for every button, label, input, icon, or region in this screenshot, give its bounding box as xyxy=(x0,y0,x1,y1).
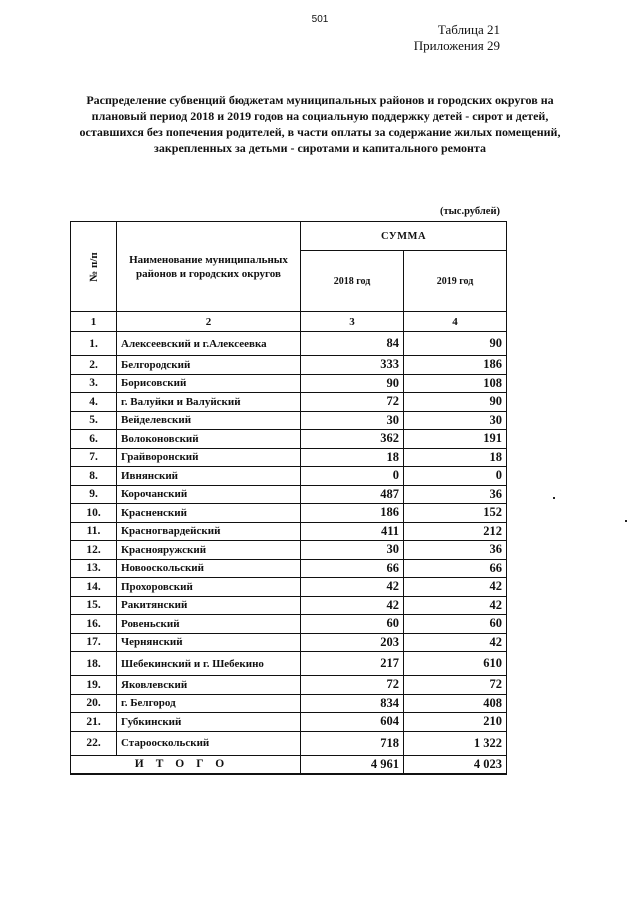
table-row xyxy=(71,430,507,449)
table-row xyxy=(71,393,507,412)
table-row xyxy=(71,578,507,597)
row-number: 1. xyxy=(71,332,117,356)
col-2018-header: 2018 год xyxy=(301,251,404,312)
district-name: Грайворонский xyxy=(117,448,301,467)
row-number: 14. xyxy=(71,578,117,597)
district-name: Борисовский xyxy=(117,374,301,393)
column-number-row xyxy=(71,312,507,332)
column-number: 4 xyxy=(404,312,507,332)
amount-2019: 1 322 xyxy=(404,731,507,755)
row-number: 15. xyxy=(71,596,117,615)
amount-2018: 362 xyxy=(301,430,404,449)
amount-2019: 36 xyxy=(404,541,507,560)
district-name: Старооскольский xyxy=(117,731,301,755)
table-row xyxy=(71,676,507,695)
margin-mark xyxy=(553,497,555,499)
district-name: Белгородский xyxy=(117,356,301,375)
appendix-label: Приложения 29 xyxy=(413,38,500,53)
district-name: Ивнянский xyxy=(117,467,301,486)
amount-2019: 90 xyxy=(404,393,507,412)
column-number: 2 xyxy=(117,312,301,332)
amount-2018: 72 xyxy=(301,393,404,412)
row-number: 5. xyxy=(71,411,117,430)
amount-2018: 487 xyxy=(301,485,404,504)
amount-2019: 60 xyxy=(404,615,507,634)
amount-2018: 42 xyxy=(301,578,404,597)
amount-2018: 718 xyxy=(301,731,404,755)
amount-2019: 108 xyxy=(404,374,507,393)
row-number: 20. xyxy=(71,694,117,713)
row-number: 8. xyxy=(71,467,117,486)
amount-2019: 18 xyxy=(404,448,507,467)
amount-2019: 42 xyxy=(404,596,507,615)
amount-2019: 0 xyxy=(404,467,507,486)
row-number: 21. xyxy=(71,713,117,732)
district-name: Вейделевский xyxy=(117,411,301,430)
subsidy-table xyxy=(70,221,507,775)
district-name: Алексеевский и г.Алексеевка xyxy=(117,332,301,356)
table-row xyxy=(71,694,507,713)
district-name: Шебекинский и г. Шебекино xyxy=(117,652,301,676)
units-label: (тыс.рублей) xyxy=(439,206,500,217)
row-number: 7. xyxy=(71,448,117,467)
row-number: 4. xyxy=(71,393,117,412)
amount-2019: 66 xyxy=(404,559,507,578)
table-row xyxy=(71,332,507,356)
col-no-header: № п/п xyxy=(71,222,117,312)
district-name: Ровеньский xyxy=(117,615,301,634)
row-number: 11. xyxy=(71,522,117,541)
amount-2018: 30 xyxy=(301,411,404,430)
district-name: Чернянский xyxy=(117,633,301,652)
amount-2018: 42 xyxy=(301,596,404,615)
table-row xyxy=(71,504,507,523)
district-name: Новооскольский xyxy=(117,559,301,578)
total-row xyxy=(71,755,507,774)
amount-2019: 191 xyxy=(404,430,507,449)
amount-2019: 408 xyxy=(404,694,507,713)
district-name: г. Белгород xyxy=(117,694,301,713)
row-number: 17. xyxy=(71,633,117,652)
amount-2018: 186 xyxy=(301,504,404,523)
total-y2019: 4 023 xyxy=(404,755,507,774)
col-2019-header: 2019 год xyxy=(404,251,507,312)
amount-2018: 834 xyxy=(301,694,404,713)
table-row xyxy=(71,448,507,467)
amount-2019: 42 xyxy=(404,578,507,597)
column-number: 3 xyxy=(301,312,404,332)
row-number: 22. xyxy=(71,731,117,755)
table-row xyxy=(71,522,507,541)
district-name: Краснояружский xyxy=(117,541,301,560)
amount-2019: 186 xyxy=(404,356,507,375)
amount-2018: 66 xyxy=(301,559,404,578)
amount-2018: 60 xyxy=(301,615,404,634)
district-name: Корочанский xyxy=(117,485,301,504)
amount-2018: 333 xyxy=(301,356,404,375)
amount-2018: 411 xyxy=(301,522,404,541)
page-number: 501 xyxy=(311,14,329,25)
amount-2019: 212 xyxy=(404,522,507,541)
table-row xyxy=(71,411,507,430)
amount-2019: 72 xyxy=(404,676,507,695)
table-row xyxy=(71,596,507,615)
district-name: Прохоровский xyxy=(117,578,301,597)
table-row xyxy=(71,731,507,755)
amount-2018: 72 xyxy=(301,676,404,695)
column-number: 1 xyxy=(71,312,117,332)
header-row-top xyxy=(71,222,507,251)
row-number: 10. xyxy=(71,504,117,523)
table-row xyxy=(71,467,507,486)
amount-2018: 0 xyxy=(301,467,404,486)
row-number: 13. xyxy=(71,559,117,578)
document-title: Распределение субвенций бюджетам муниципальных районов и городских округов на плановый период 2018 и 2019 годов на социальную поддержку детей - сирот и детей, оставшихся без попечения родителей, в части оплаты за содержание жилых помещений, закрепленных за детьми - сиротами и капитального ремонта xyxy=(79,93,561,155)
amount-2019: 610 xyxy=(404,652,507,676)
amount-2019: 90 xyxy=(404,332,507,356)
row-number: 16. xyxy=(71,615,117,634)
row-number: 3. xyxy=(71,374,117,393)
row-number: 2. xyxy=(71,356,117,375)
table-row xyxy=(71,485,507,504)
row-number: 9. xyxy=(71,485,117,504)
row-number: 12. xyxy=(71,541,117,560)
district-name: Ракитянский xyxy=(117,596,301,615)
row-number: 18. xyxy=(71,652,117,676)
amount-2018: 604 xyxy=(301,713,404,732)
amount-2018: 84 xyxy=(301,332,404,356)
total-label: ИТОГО xyxy=(71,755,301,774)
table-row xyxy=(71,652,507,676)
table-row xyxy=(71,374,507,393)
amount-2018: 30 xyxy=(301,541,404,560)
table-row xyxy=(71,559,507,578)
amount-2019: 210 xyxy=(404,713,507,732)
district-name: Волоконовский xyxy=(117,430,301,449)
col-name-header: Наименование муниципальных районов и городских округов xyxy=(117,222,301,312)
table-label: Таблица 21 xyxy=(437,22,500,37)
total-y2018: 4 961 xyxy=(301,755,404,774)
row-number: 19. xyxy=(71,676,117,695)
amount-2019: 30 xyxy=(404,411,507,430)
amount-2018: 18 xyxy=(301,448,404,467)
amount-2019: 42 xyxy=(404,633,507,652)
table-row xyxy=(71,356,507,375)
col-sum-header: СУММА xyxy=(301,222,507,251)
district-name: Красногвардейский xyxy=(117,522,301,541)
table-row xyxy=(71,713,507,732)
table-row xyxy=(71,541,507,560)
amount-2019: 36 xyxy=(404,485,507,504)
amount-2018: 217 xyxy=(301,652,404,676)
row-number: 6. xyxy=(71,430,117,449)
amount-2018: 90 xyxy=(301,374,404,393)
district-name: Красненский xyxy=(117,504,301,523)
amount-2018: 203 xyxy=(301,633,404,652)
margin-mark xyxy=(625,520,627,522)
amount-2019: 152 xyxy=(404,504,507,523)
table-reference xyxy=(414,22,500,54)
table-row xyxy=(71,615,507,634)
district-name: г. Валуйки и Валуйский xyxy=(117,393,301,412)
district-name: Губкинский xyxy=(117,713,301,732)
table-row xyxy=(71,633,507,652)
district-name: Яковлевский xyxy=(117,676,301,695)
